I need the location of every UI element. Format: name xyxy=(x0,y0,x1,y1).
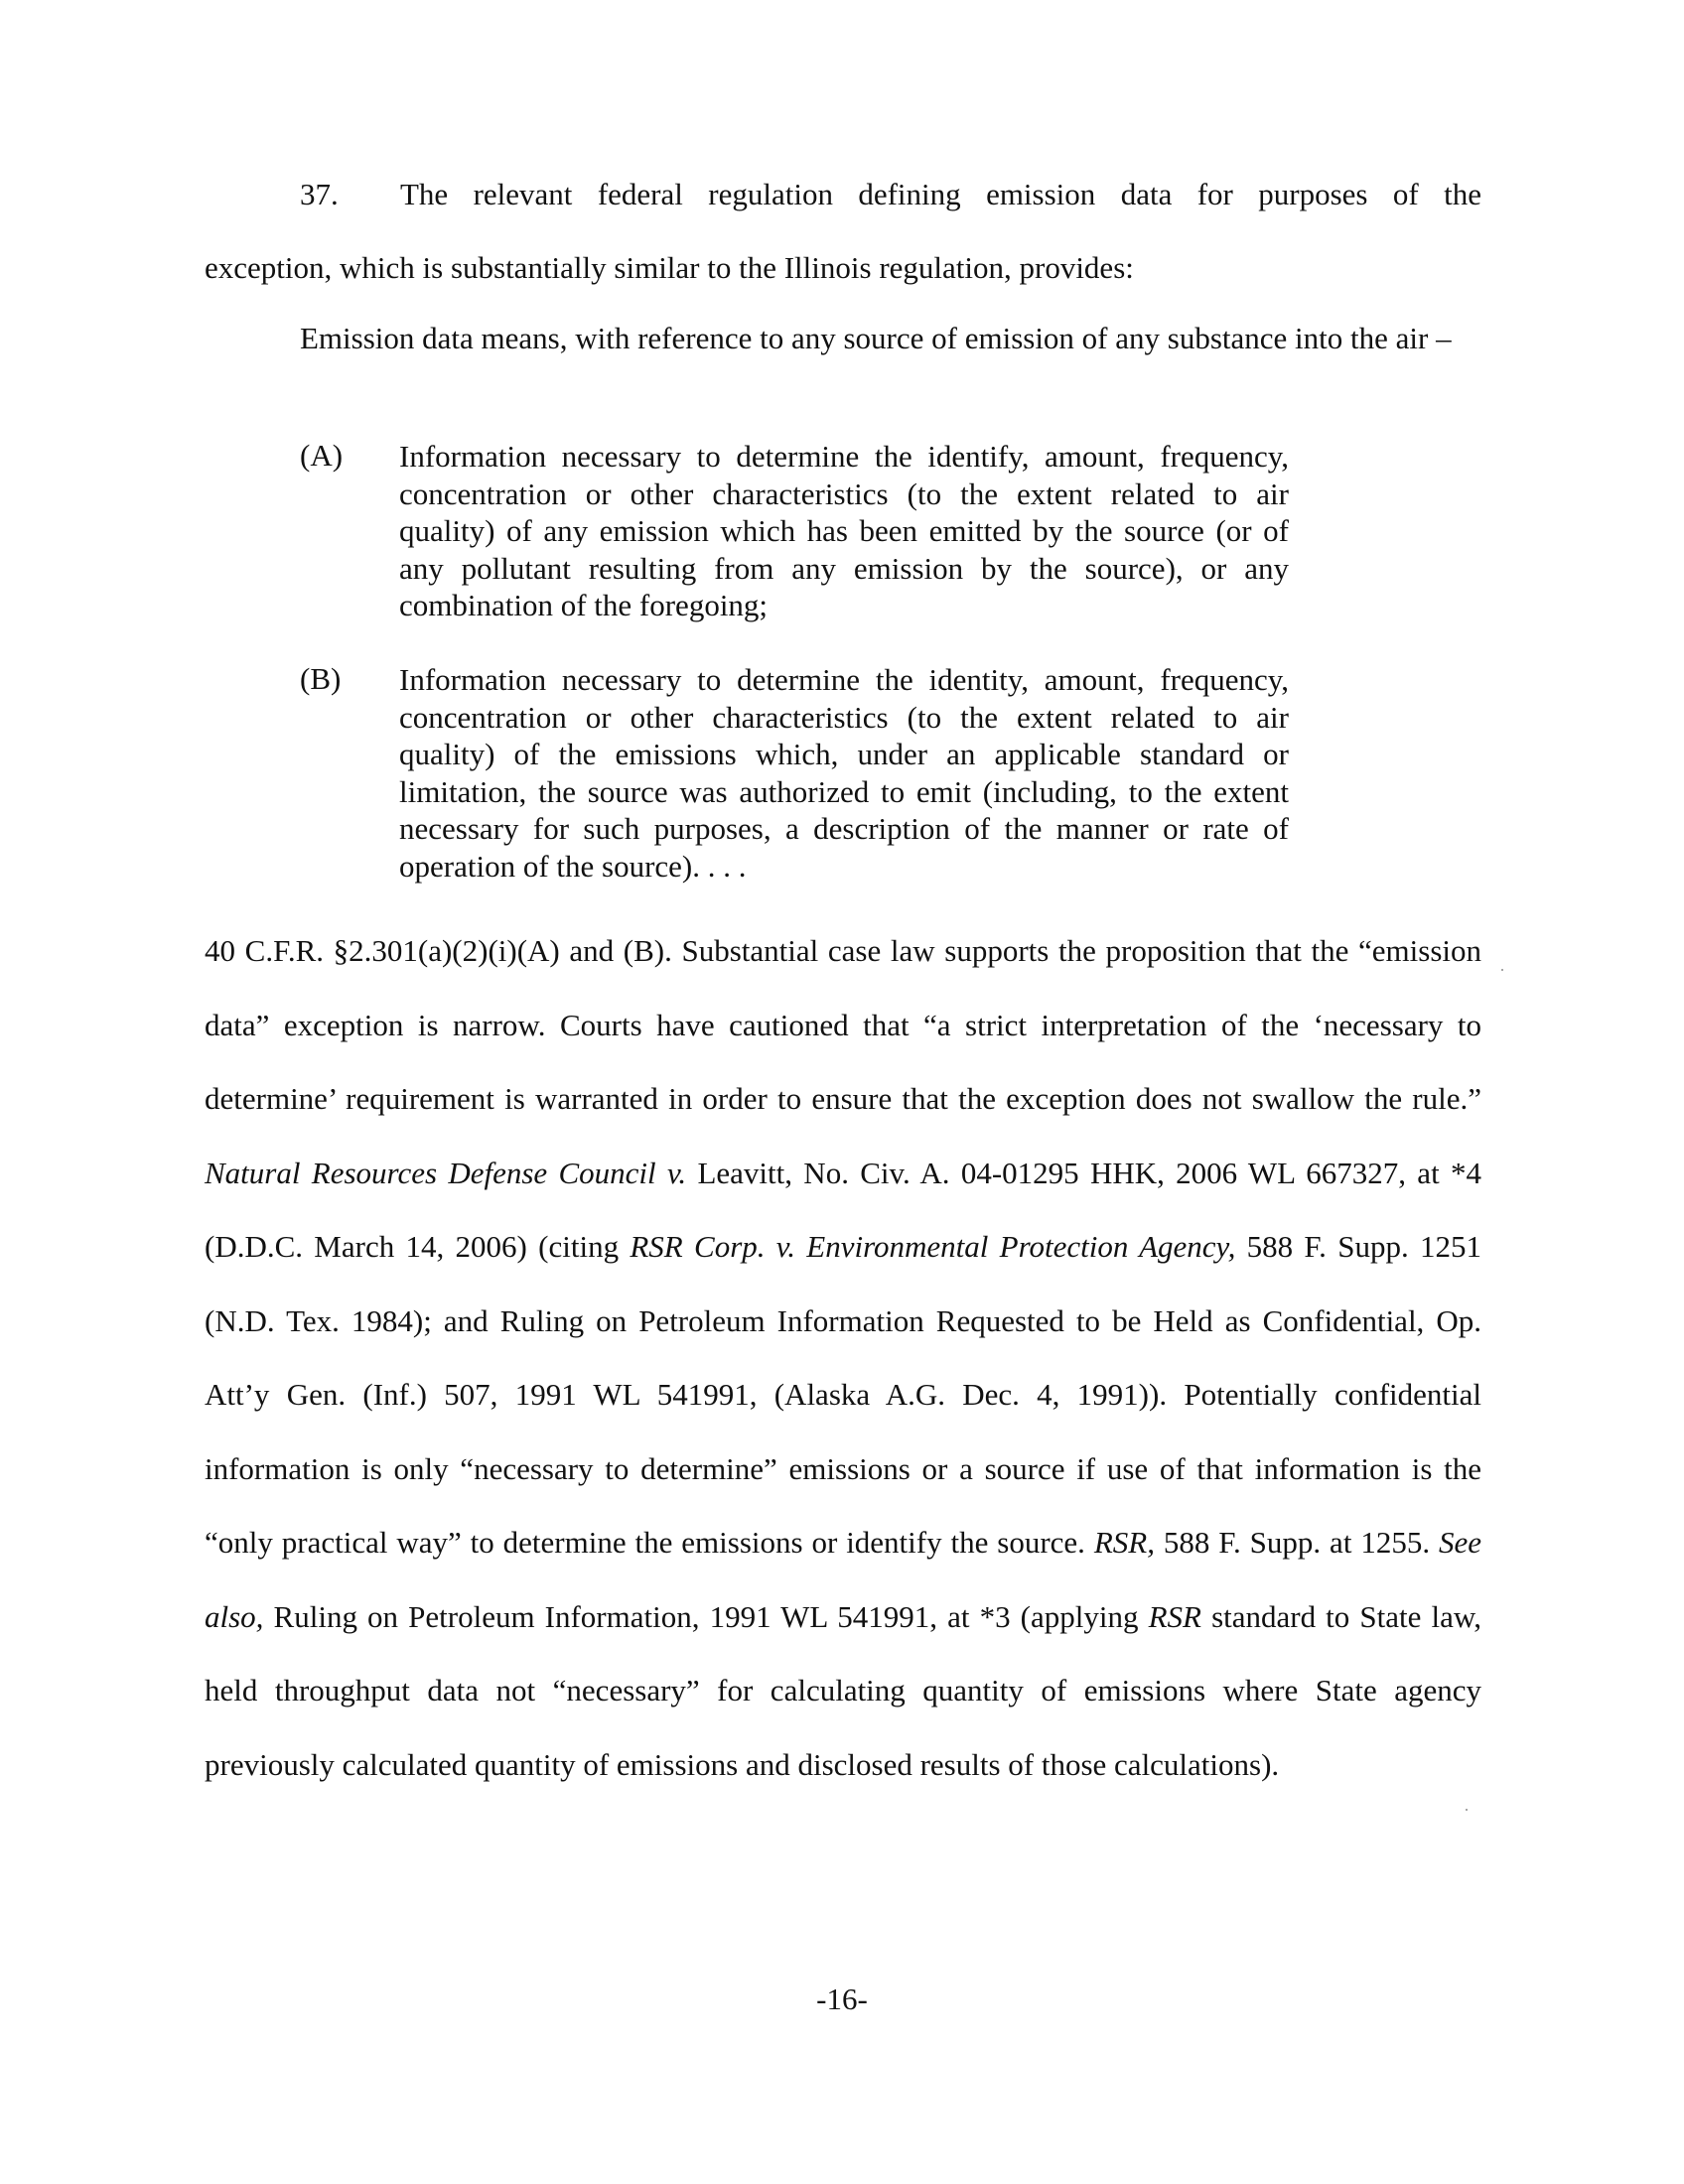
quote-item-a-text: Information necessary to determine the identify, amount, frequency, concentration or other characteristics (to the extent related to air quality) of any emission which has been emitted by the source (or of any pollutant resulting from any emission by the source), or any combination of the foregoing; xyxy=(399,439,1289,622)
paragraph-number: 37. xyxy=(300,177,339,211)
body-text-segment: 588 F. Supp. at 1255. xyxy=(1154,1525,1439,1560)
body-text-segment: 40 C.F.R. §2.301(a)(2)(i)(A) and (B). Substantial case law supports the proposition that the “emission data” exception is narrow. Courts have cautioned that “a strict interpretation of the ‘necessary to determine’ requirement is warranted in order to ensure that the exception does not swallow the rule.” xyxy=(205,933,1481,1116)
page-number: -16- xyxy=(816,1981,868,2016)
citation-signal: See also, xyxy=(205,1525,1482,1634)
paragraph-second-line: exception, which is substantially similar to the Illinois regulation, provides: xyxy=(205,250,1134,285)
case-citation-rsr-short: RSR, xyxy=(1093,1525,1155,1560)
quote-item-a-label: (A) xyxy=(300,438,344,473)
body-text-segment: standard to State law, held throughput data not “necessary” for calculating quantity of emissions where State agency previously calculated quantity of emissions and disclosed results of those calculations). xyxy=(205,1598,1481,1782)
block-quote-intro: Emission data means, with reference to any source of emission of any substance into the air – xyxy=(300,321,1452,355)
body-text-segment: 588 F. Supp. 1251 (N.D. Tex. 1984); and Ruling on Petroleum Information Requested to be Held as Confidential, Op. Att’y Gen. (Inf.) 507, 1991 WL 541991, (Alaska A.G. Dec. 4, 1991)). Potentially confidential information is only “necessary to determine” emissions or a source if use of that information is the “only practical way” to determine the emissions or identify the source. xyxy=(205,1229,1481,1560)
quote-item-b-text: Information necessary to determine the identity, amount, frequency, concentration or other characteristics (to the extent related to air quality) of the emissions which, under an applicable standard or limitation, the source was authorized to emit (including, to the extent necessary for such purposes, a description of the manner or rate of operation of the source). . . . xyxy=(399,662,1289,884)
case-citation-rsr: RSR Corp. v. Environmental Protection Agency, xyxy=(630,1229,1236,1264)
body-paragraph xyxy=(205,914,1481,1802)
scan-speck xyxy=(1501,969,1503,971)
body-text-segment: Leavitt, No. Civ. A. 04-01295 HHK, 2006 WL 667327, at *4 (D.D.C. March 14, 2006) (citing xyxy=(205,1155,1481,1264)
scan-speck xyxy=(1466,1809,1468,1811)
case-citation-nrdc: Natural Resources Defense Council v. xyxy=(205,1155,687,1190)
case-citation-rsr-ref: RSR xyxy=(1148,1598,1201,1634)
quote-item-b-label: (B) xyxy=(300,661,342,696)
body-text-segment: Ruling on Petroleum Information, 1991 WL 541991, at *3 (applying xyxy=(263,1598,1149,1634)
paragraph-first-line: The relevant federal regulation defining emission data for purposes of the xyxy=(400,177,1481,211)
